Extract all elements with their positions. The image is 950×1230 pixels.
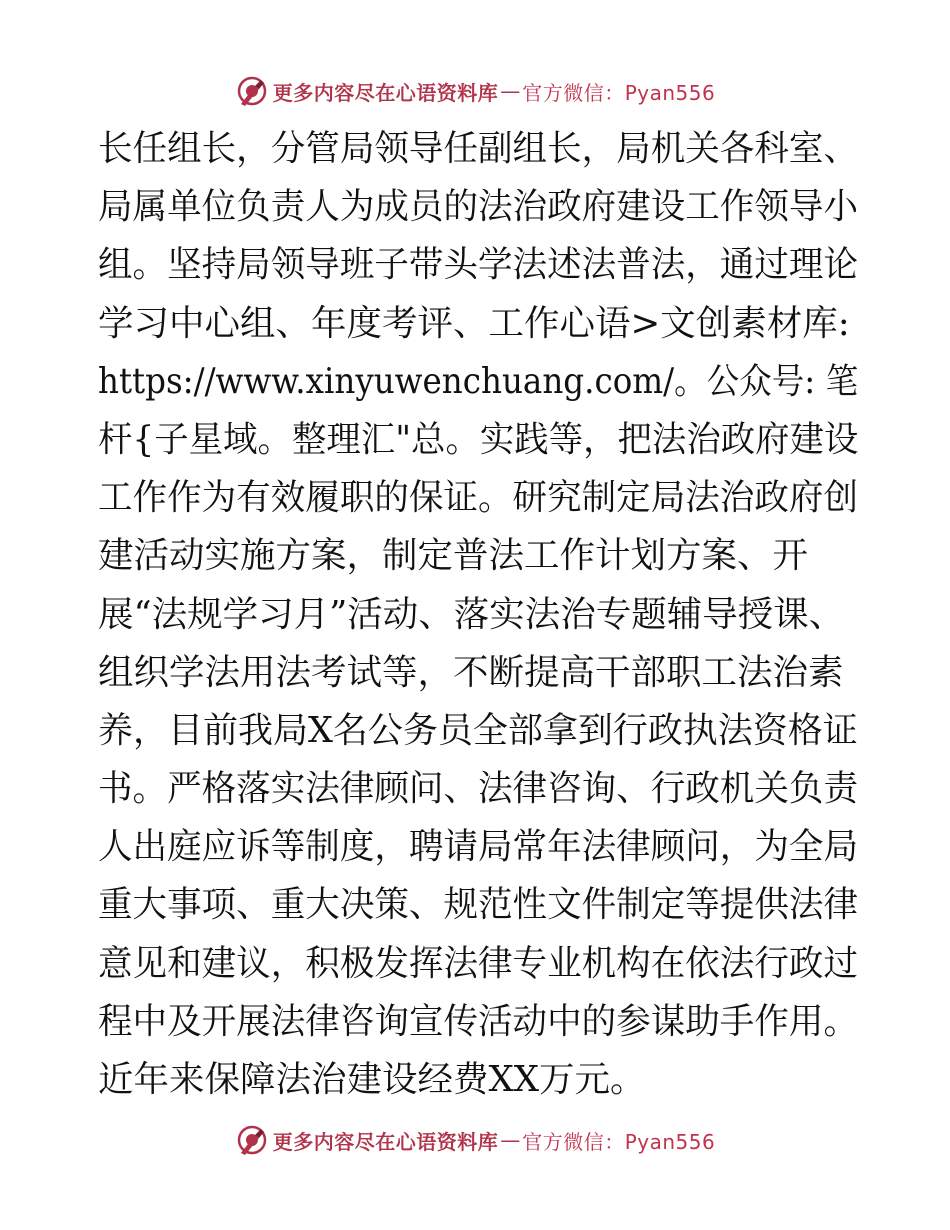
footer-watermark bbox=[0, 1120, 950, 1160]
body-line: 养，目前我局X名公务员全部拿到行政执法资格证 bbox=[98, 709, 858, 751]
footer-promo-text: 更多内容尽在心语资料库 bbox=[272, 1129, 499, 1154]
body-line: 展“法规学习月”活动、落实法治专题辅导授课、 bbox=[98, 593, 845, 635]
body-line: 学习中心组、年度考评、工作心语>文创素材库: bbox=[98, 302, 850, 344]
body-line: 建活动实施方案，制定普法工作计划方案、开 bbox=[98, 535, 809, 577]
body-line: 程中及开展法律咨询宣传活动中的参谋助手作用。 bbox=[98, 1000, 859, 1042]
header-contact-text: 官方微信：Pyan556 bbox=[522, 80, 716, 105]
body-line: 重大事项、重大决策、规范性文件制定等提供法律 bbox=[98, 884, 859, 926]
pen-logo-icon bbox=[235, 74, 269, 108]
document-body bbox=[98, 120, 858, 1109]
body-line: 书。严格落实法律顾问、法律咨询、行政机关负责 bbox=[98, 768, 859, 810]
body-line: 人出庭应诉等制度，聘请局常年法律顾问，为全局 bbox=[98, 826, 859, 868]
body-line: 组。坚持局领导班子带头学法述法普法，通过理论 bbox=[98, 244, 859, 286]
body-line: 局属单位负责人为成员的法治政府建设工作领导小 bbox=[98, 186, 859, 228]
header-separator: — bbox=[500, 79, 521, 103]
pen-logo-icon bbox=[235, 1123, 269, 1157]
body-line: https://www.xinyuwenchuang.com/。公众号: 笔 bbox=[98, 360, 859, 402]
body-line: 近年来保障法治建设经费XX万元。 bbox=[98, 1059, 646, 1100]
body-line: 组织学法用法考试等，不断提高干部职工法治素 bbox=[98, 651, 844, 693]
body-line: 杆{子星域。整理汇"总。实践等，把法治政府建设 bbox=[98, 418, 859, 460]
footer-separator: — bbox=[500, 1128, 521, 1152]
body-line: 意见和建议，积极发挥法律专业机构在依法行政过 bbox=[98, 942, 859, 984]
header-watermark bbox=[0, 71, 950, 111]
body-line: 工作作为有效履职的保证。研究制定局法治政府创 bbox=[98, 477, 859, 519]
body-line: 长任组长，分管局领导任副组长，局机关各科室、 bbox=[98, 128, 859, 169]
header-promo-text: 更多内容尽在心语资料库 bbox=[272, 80, 499, 105]
footer-contact-text: 官方微信：Pyan556 bbox=[522, 1129, 716, 1154]
